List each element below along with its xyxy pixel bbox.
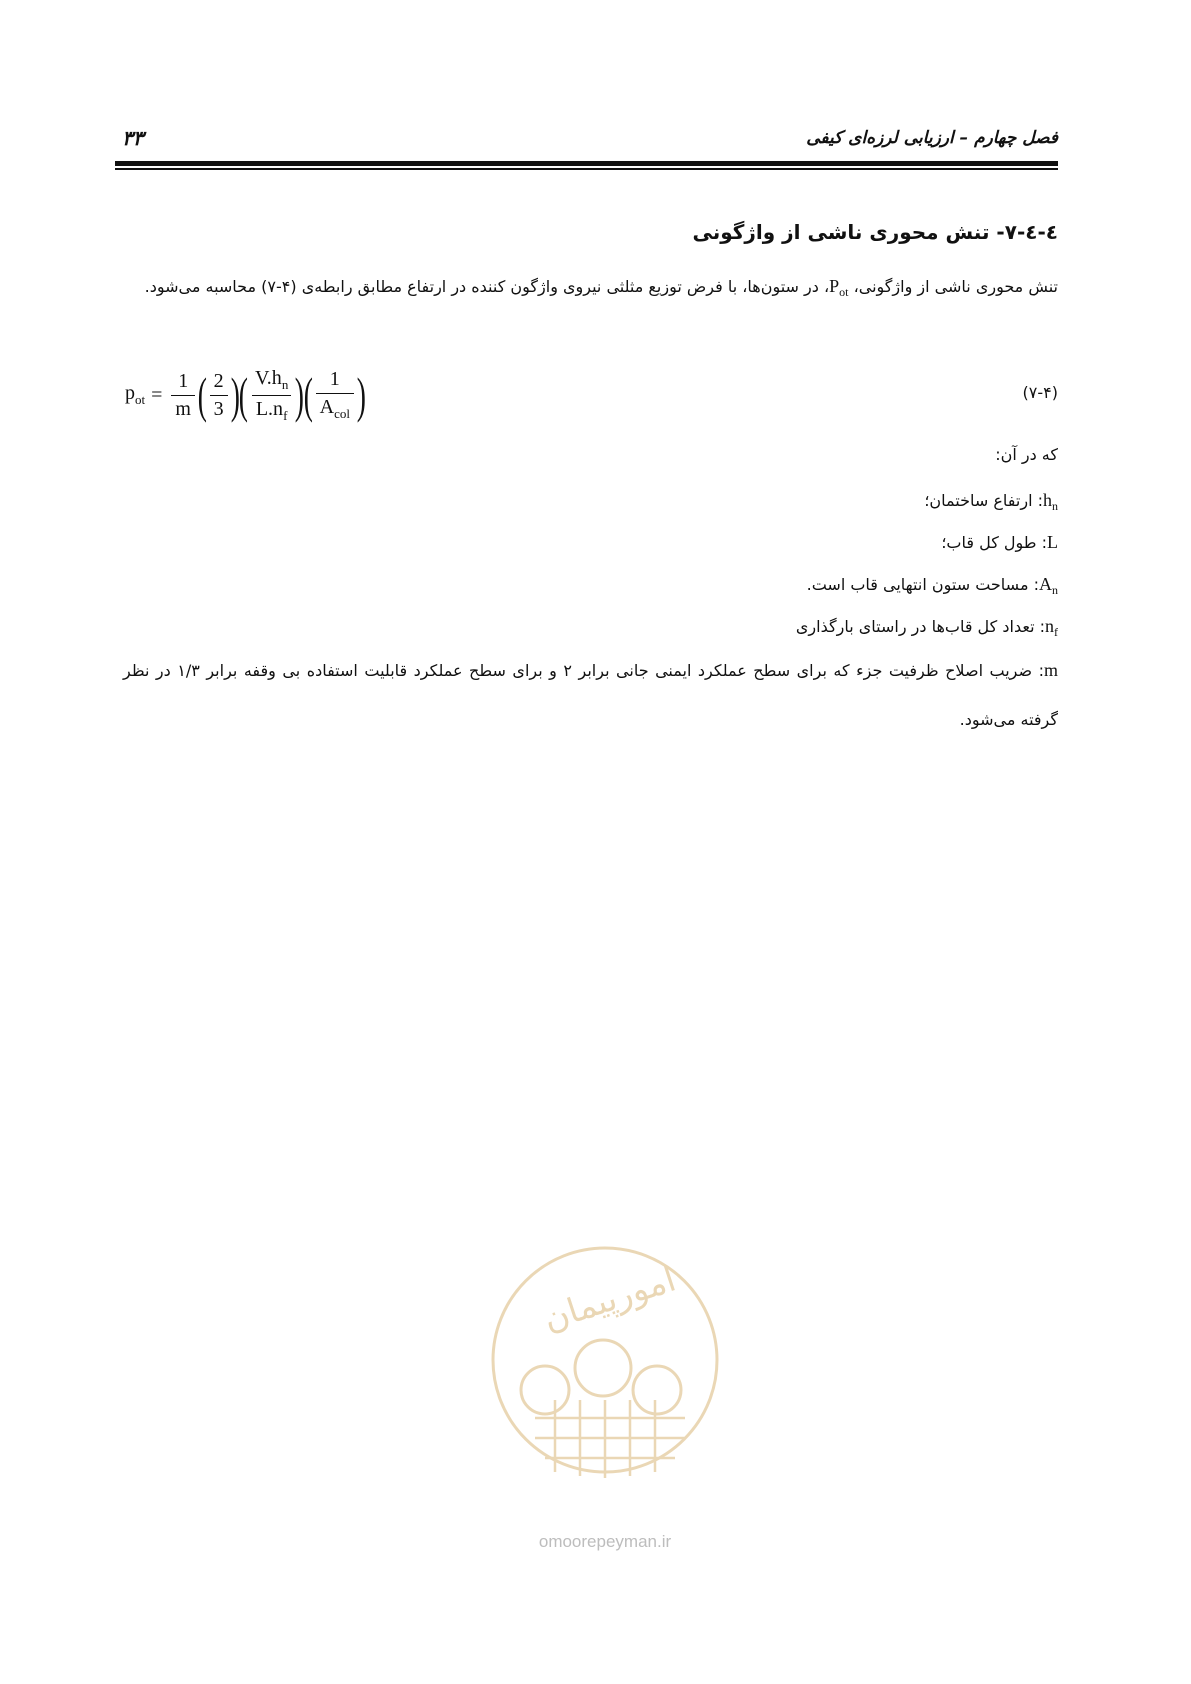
page-number: ۳۳ — [122, 126, 144, 150]
where-label: که در آن: — [995, 445, 1058, 464]
definition-item: m: ضریب اصلاح ظرفیت جزء که برای سطح عملکرد ایمنی جانی برابر ۲ و برای سطح عملکرد قابلیت استفاده بی وقفه برابر ۱/۳ در نظر گرفته می‌شود. — [123, 660, 1058, 729]
eq-equals: = — [151, 383, 163, 406]
equation-number: (۷-۴) — [1022, 383, 1058, 402]
eq-fraction-4: $\frac{1}{A_{col}}$ — [316, 368, 354, 422]
eq-paren-open: ( — [303, 367, 313, 423]
eq-paren-close: ) — [230, 367, 240, 423]
eq-fraction-3: $\frac{V.h_n}{L.n_f}$ — [251, 367, 292, 424]
equation-formula — [125, 360, 366, 430]
eq-lhs: $p_{ot}$ — [125, 382, 146, 407]
eq-paren-open: ( — [239, 367, 249, 423]
eq-paren-open: ( — [197, 367, 207, 423]
definition-item: $A_n$: مساحت ستون انتهایی قاب است. — [806, 574, 1058, 597]
header-rule-thin — [115, 168, 1058, 170]
eq-fraction-2: $\frac{2}{3}$ — [210, 370, 228, 421]
watermark-logo-text: امورپیمان — [538, 1259, 681, 1340]
watermark-site: omoorepeyman.ir — [538, 1532, 672, 1551]
intro-text-after: ، در ستون‌ها، با فرض توزیع مثلثی نیروی واژگون کننده در ارتفاع مطابق رابطه‌ی (۴-۷) محاسبه می‌شود. — [144, 277, 830, 296]
intro-text-before: تنش محوری ناشی از واژگونی، — [848, 277, 1058, 296]
eq-fraction-1: $\frac{1}{m}$ — [171, 370, 195, 421]
watermark-logo-icon — [485, 1240, 725, 1490]
section-title: ٤-٤-٧- تنش محوری ناشی از واژگونی — [692, 220, 1058, 244]
intro-symbol: P — [829, 276, 840, 296]
definition-item: $h_n$: ارتفاع ساختمان؛ — [924, 490, 1058, 513]
intro-paragraph — [123, 264, 1058, 314]
definition-item: L: طول کل قاب؛ — [941, 532, 1058, 552]
chapter-title: فصل چهارم – ارزیابی لرزه‌ای کیفی — [806, 128, 1058, 148]
definition-item: $n_f$: تعداد کل قاب‌ها در راستای بارگذاری — [795, 616, 1058, 639]
intro-symbol-sub: ot — [839, 285, 849, 299]
eq-paren-close: ) — [356, 367, 366, 423]
eq-paren-close: ) — [295, 367, 305, 423]
header-rule-thick — [115, 161, 1058, 166]
